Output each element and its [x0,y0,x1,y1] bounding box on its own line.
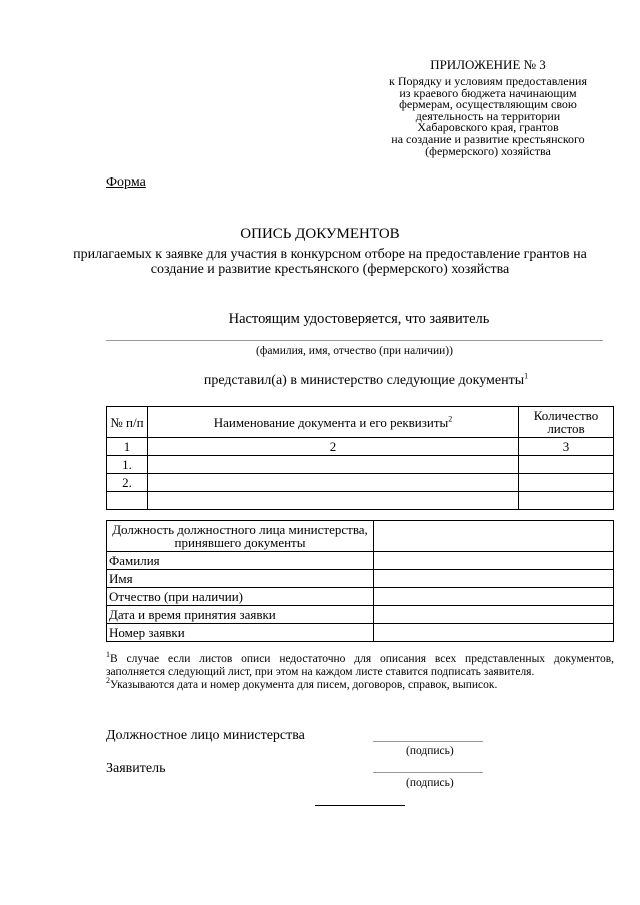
footnotes [106,650,614,692]
official-position-row [107,521,614,552]
appendix-line: фермерам, осуществляющим свою [399,97,577,112]
official-signature-caption: (подпись) [406,745,454,757]
applicant-name-caption: (фамилия, имя, отчество (при наличии)) [256,345,453,357]
row-sheet-count[interactable] [519,474,614,492]
header-document-name [148,407,519,438]
table-row [107,492,614,510]
row-sheet-count[interactable] [519,492,614,510]
index-cell: 3 [519,438,614,456]
index-cell: 1 [107,438,148,456]
header-document-name-label: Наименование документа и его реквизиты [213,414,449,430]
official-position-value[interactable] [374,521,614,552]
index-row [107,438,614,456]
row-number [107,492,148,510]
certify-text: Настоящим удостоверяется, что заявитель [228,311,490,327]
applicant-signature-caption: (подпись) [406,777,454,789]
document-subtitle: прилагаемых к заявке для участия в конкурсном отборе на предоставление грантов на создание и развитие крестьянского (фермерского) хозяйства [73,247,587,277]
row-number: 2. [107,474,148,492]
application-number-label: Номер заявки [107,624,374,642]
patronymic-value[interactable] [374,588,614,606]
appendix-line: из краевого бюджета начинающим [399,85,577,100]
applicant-name-line[interactable] [106,340,603,341]
documents-header-row [107,407,614,438]
footnote-2 [106,676,614,692]
index-cell: 2 [148,438,519,456]
surname-label: Фамилия [107,552,374,570]
footnote-text: В случае если листов описи недостаточно для описания всех представленных документов, заполняется следующий лист, при этом на каждом листе ставится подписать заявителя. [106,653,614,678]
info-row-datetime [107,606,614,624]
presented-label: представил(а) в министерство следующие документы [203,373,525,388]
document-title: ОПИСЬ ДОКУМЕНТОВ [240,226,400,242]
official-position-label: Должность должностного лица министерства, принявшего документы [107,521,374,552]
row-document-name[interactable] [148,492,519,510]
row-number: 1. [107,456,148,474]
appendix-line: к Порядку и условиям предоставления [389,74,587,88]
header-sheet-count: Количество листов [519,407,614,438]
info-row-application-number [107,624,614,642]
table-row [107,474,614,492]
row-document-name[interactable] [148,474,519,492]
appendix-title: ПРИЛОЖЕНИЕ № 3 [430,57,546,72]
footnote-1 [106,650,614,679]
footnote-text: Указываются дата и номер документа для писем, договоров, справок, выписок. [110,679,498,691]
surname-value[interactable] [374,552,614,570]
appendix-line: Хабаровского края, грантов [417,120,559,135]
row-sheet-count[interactable] [519,456,614,474]
footnote-ref-2: 2 [448,414,453,424]
bottom-rule [315,805,405,806]
appendix-lines [360,76,616,157]
appendix-line: (фермерского) хозяйства [425,143,551,158]
info-row-patronymic [107,588,614,606]
official-signature-line[interactable] [373,741,483,742]
form-label: Форма [106,175,146,190]
datetime-label: Дата и время принятия заявки [107,606,374,624]
applicant-signature-line[interactable] [373,772,483,773]
footnote-ref-1: 1 [524,371,529,381]
footnote-mark: 2 [106,676,110,686]
official-signature-label: Должностное лицо министерства [106,728,305,743]
presented-text [0,373,640,389]
datetime-value[interactable] [374,606,614,624]
header-number: № п/п [107,407,148,438]
info-row-name [107,570,614,588]
table-row [107,456,614,474]
application-number-value[interactable] [374,624,614,642]
applicant-signature-label: Заявитель [106,761,166,776]
official-info-table [106,520,614,642]
info-row-surname [107,552,614,570]
row-document-name[interactable] [148,456,519,474]
appendix-header [360,58,616,157]
appendix-line: деятельность на территории [415,108,561,123]
name-label: Имя [107,570,374,588]
documents-table [106,406,614,510]
patronymic-label: Отчество (при наличии) [107,588,374,606]
footnote-mark: 1 [106,650,110,660]
name-value[interactable] [374,570,614,588]
appendix-line: на создание и развитие крестьянского [391,131,585,146]
